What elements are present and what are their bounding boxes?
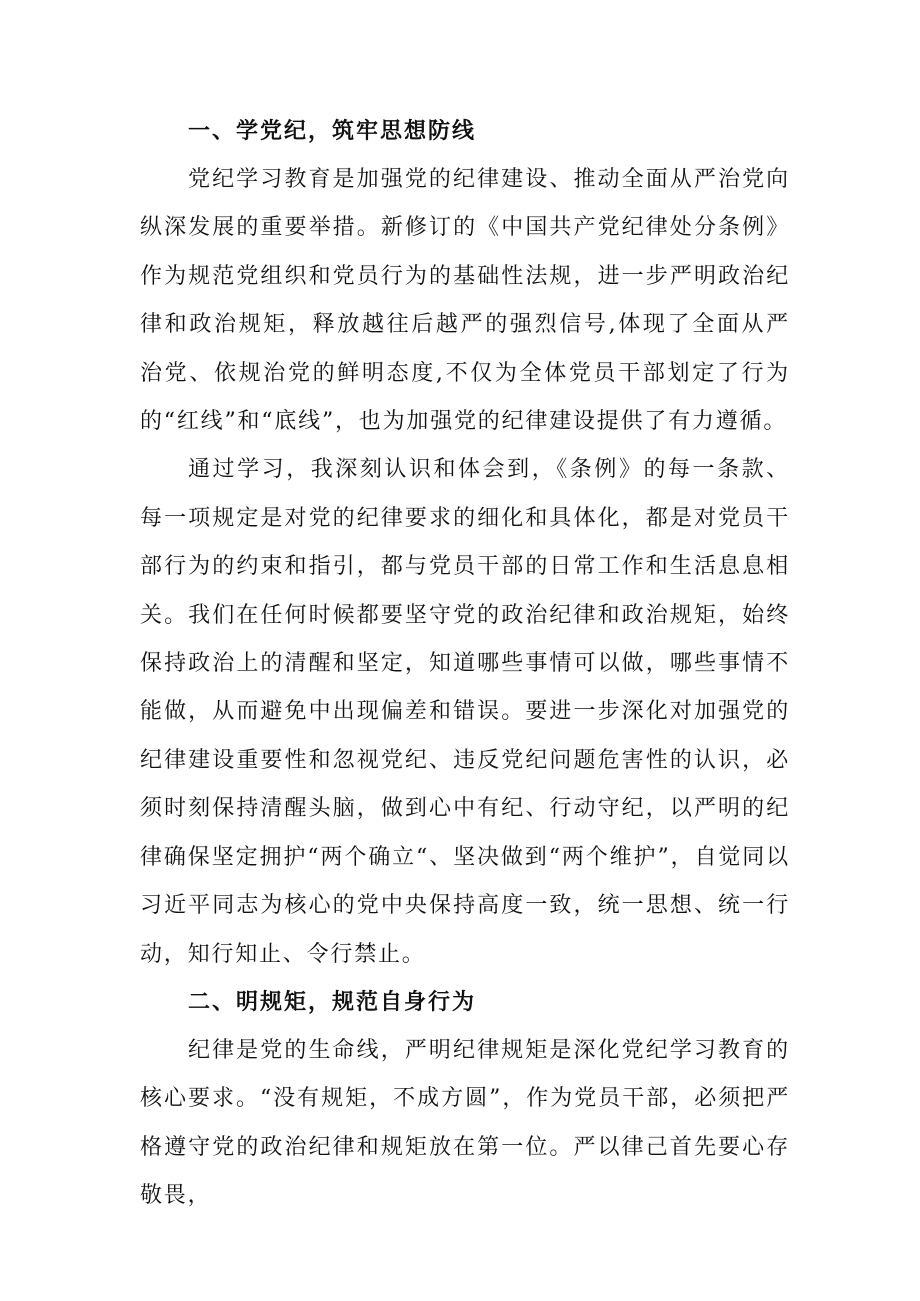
section-heading-1: 一、学党纪，筑牢思想防线: [188, 119, 477, 144]
document-body: [140, 108, 790, 1221]
paragraph-1: 党纪学习教育是加强党的纪律建设、推动全面从严治党向纵深发展的重要举措。新修订的《中国共产党纪律处分条例》作为规范党组织和党员行为的基础性法规，进一步严明政治纪律和政治规矩，释放越往后越严的强烈信号,体现了全面从严治党、依规治党的鲜明态度,不仅为全体党员干部划定了行为的“红线”和“底线”，也为加强党的纪律建设提供了有力遵循。: [140, 167, 790, 435]
paragraph-3: 纪律是党的生命线，严明纪律规矩是深化党纪学习教育的核心要求。“没有规矩，不成方圆”，作为党员干部，必须把严格遵守党的政治纪律和规矩放在第一位。严以律己首先要心存敬畏，: [140, 1037, 790, 1209]
paragraph-2: 通过学习，我深刻认识和体会到，《条例》的每一条款、每一项规定是对党的纪律要求的细化和具体化，都是对党员干部行为的约束和指引，都与党员干部的日常工作和生活息息相关。我们在任何时候都要坚守党的政治纪律和政治规矩，始终保持政治上的清醒和坚定，知道哪些事情可以做，哪些事情不能做，从而避免中出现偏差和错误。要进一步深化对加强党的纪律建设重要性和忽视党纪、违反党纪问题危害性的认识，必须时刻保持清醒头脑，做到心中有纪、行动守纪，以严明的纪律确保坚定拥护“两个确立“、坚决做到“两个维护”，自觉同以习近平同志为核心的党中央保持高度一致，统一思想、统一行动，知行知止、令行禁止。: [140, 457, 790, 967]
section-heading-2: 二、明规矩，规范自身行为: [188, 989, 477, 1015]
